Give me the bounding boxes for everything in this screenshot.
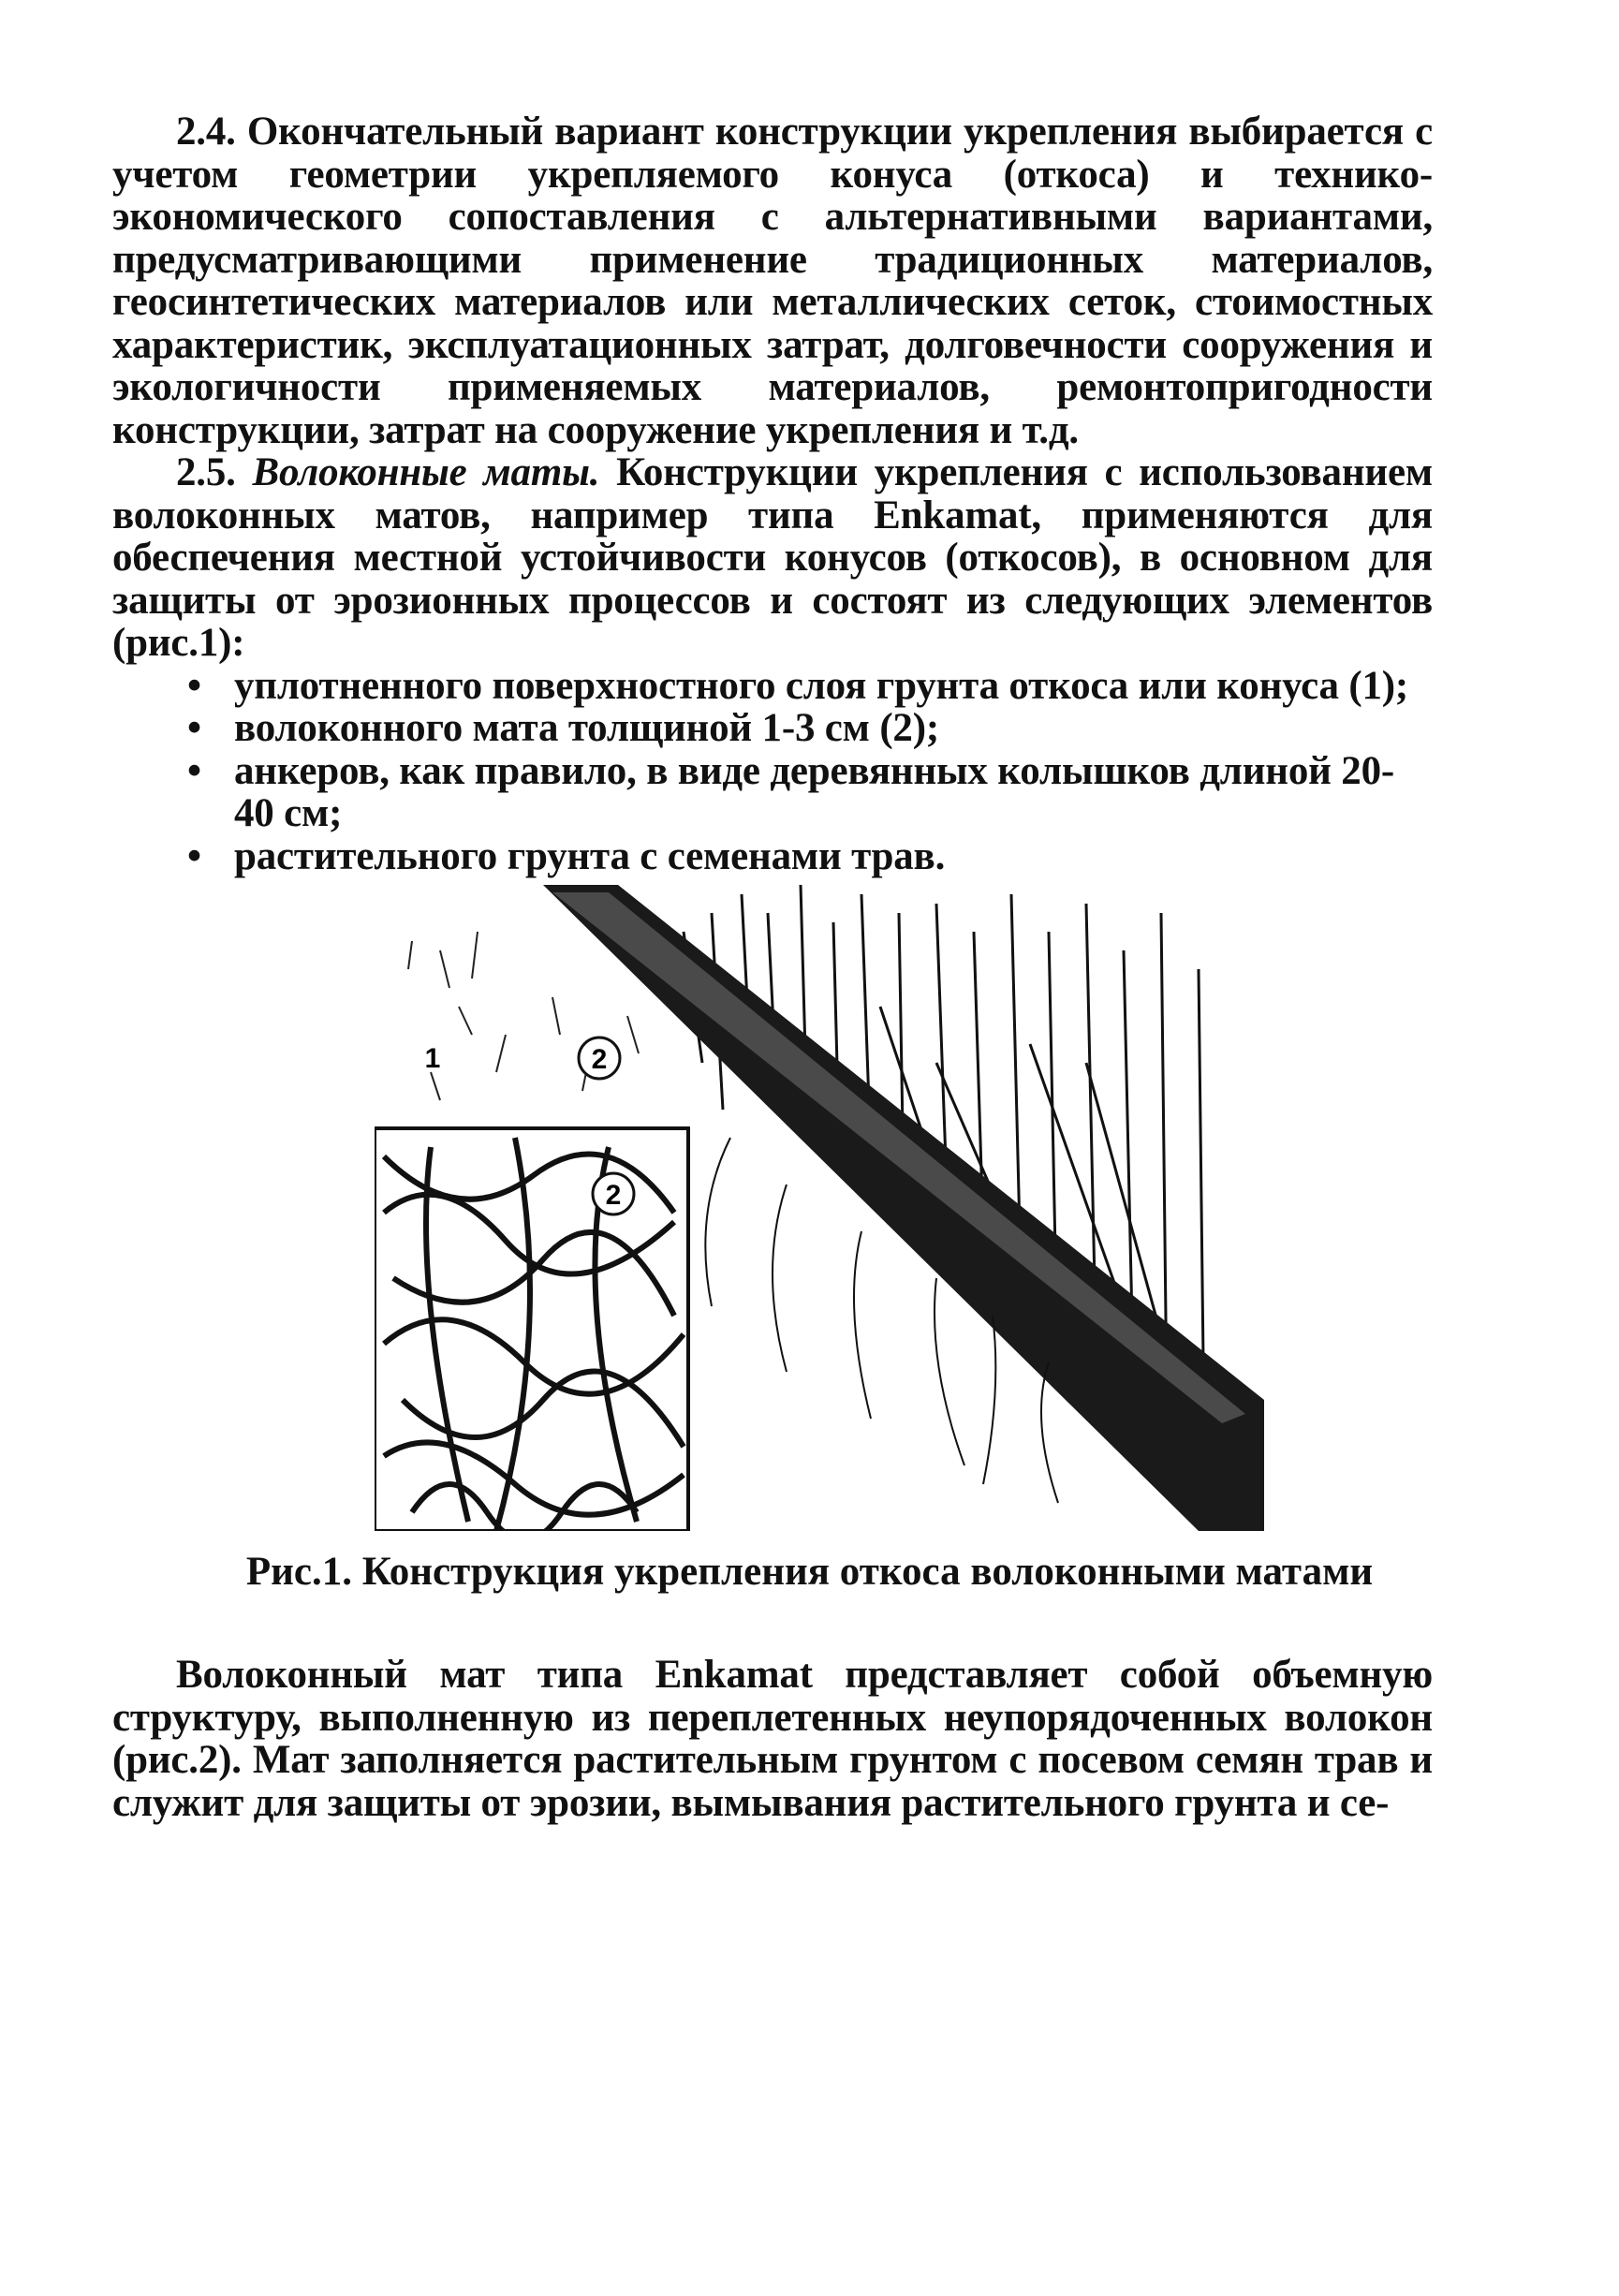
list-item-text: уплотненного поверхностного слоя грунта откоса или конуса (1); [234,663,1409,708]
bullet-icon: • [187,663,201,708]
paragraph-2-5-text-cont: применяются для обеспечения местной устойчивости конусов (откосов), в основном для защиты от эрозионных процессов и состоят из следующих элементов (рис.1): [112,493,1433,665]
list-item-text: анкеров, как правило, в виде деревянных колышков длиной 20-40 см; [234,748,1395,835]
element-list [112,665,1433,878]
paragraph-2-5 [112,451,1433,665]
list-item [187,750,1433,835]
paragraph-text: Волоконный мат типа [176,1653,624,1697]
marker-2-label: 2 [591,1044,608,1075]
bullet-icon: • [187,706,201,750]
text-block-top [112,110,1433,877]
paragraph-after-figure [112,1654,1433,1824]
section-heading: Волоконные маты. [252,450,600,494]
paragraph-text-cont: представляет собой объемную структуру, выполненную из переплетенных неупорядоченных волокон (рис.2). Мат заполняется растительным грунтом с посевом семян трав и служит для защиты от эрозии, вымывания растительного грунта и се- [112,1653,1433,1825]
list-item-text: волоконного мата толщиной 1-3 см (2); [234,706,939,750]
list-item-text: растительного грунта с семенами трав. [234,833,946,878]
list-item [187,707,1433,750]
brand-name: Enkamat [655,1653,813,1697]
section-number: 2.5. [176,450,236,494]
list-item [187,665,1433,708]
figure-caption: Рис.1. Конструкция укрепления откоса волоконными матами [245,1550,1374,1594]
bullet-icon: • [187,748,201,793]
list-item [187,835,1433,878]
brand-name: Enkamat, [874,493,1041,537]
paragraph-2-4: 2.4. Окончательный вариант конструкции укрепления выбирается с учетом геометрии укрепляемого конуса (откоса) и технико-экономического сопоставления с альтернативными вариантами, предусматривающими применение традиционных материалов, геосинтетических материалов или металлических сеток, стоимостных характеристик, эксплуатационных затрат, долговечности сооружения и экологичности применяемых материалов, ремонтопригодности конструкции, затрат на сооружение укрепления и т.д. [112,110,1433,452]
text-block-bottom [112,1654,1433,1824]
figure-slope-mat-illustration [375,876,1264,1531]
marker-2-inset-label: 2 [605,1180,622,1211]
bullet-icon: • [187,833,201,878]
marker-1-label: 1 [424,1043,441,1074]
paragraph-2-5-text: Конструкции укрепления с использованием волоконных матов, например типа [112,450,1433,537]
